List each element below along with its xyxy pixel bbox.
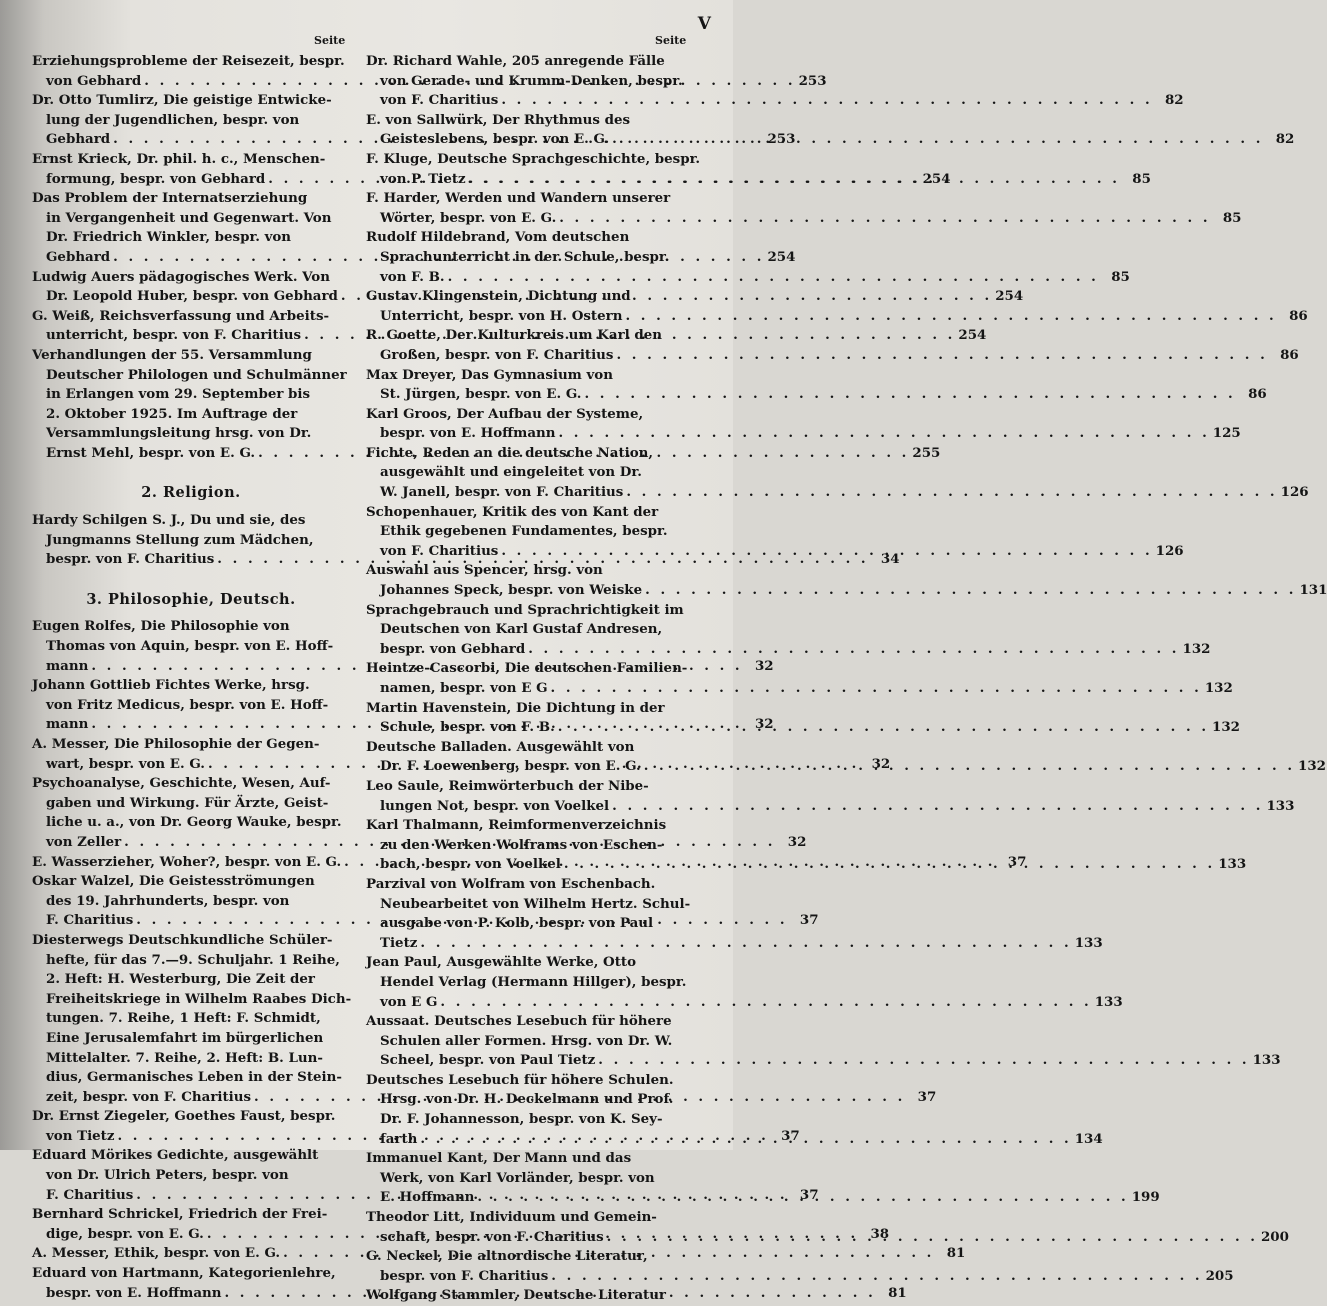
entry-line: E. Hoffmann xyxy=(380,1189,475,1206)
entry-line: formung, bespr. von Gebhard xyxy=(46,170,266,187)
entry-line: Gebhard xyxy=(46,248,111,265)
entry-line: Wolfgang Stammler, Deutsche Literatur xyxy=(366,1287,666,1304)
entry-line: Martin Havenstein, Die Dichtung in der xyxy=(366,699,665,716)
entry-line: E. von Sallwürk, Der Rhythmus des xyxy=(366,111,631,128)
entry-line: Dr. Otto Tumlirz, Die geistige Entwicke- xyxy=(32,92,332,109)
entry-line: Mittelalter. 7. Reihe, 2. Heft: B. Lun- xyxy=(46,1049,323,1066)
entry-line: Max Dreyer, Das Gymnasium von xyxy=(366,366,613,383)
entry-line: Dr. Friedrich Winkler, bespr. von xyxy=(46,229,292,246)
dot-leader xyxy=(474,1188,1131,1208)
entry-line: Rudolf Hildebrand, Vom deutschen xyxy=(366,229,630,246)
entry-line: von E G xyxy=(380,993,438,1010)
entry-line: ausgewählt und eingeleitet von Dr. xyxy=(380,464,642,481)
entry-page-number: 254 xyxy=(995,288,1024,305)
entry-line: Ludwig Auers pädagogisches Werk. Von xyxy=(32,268,330,285)
entry-last-line xyxy=(366,1051,1281,1071)
entry-line: gaben und Wirkung. Für Ärzte, Geist- xyxy=(46,794,329,811)
entry-last-line xyxy=(366,640,1211,660)
entry-line: Werk, von Karl Vorländer, bespr. von xyxy=(380,1169,655,1186)
entry-line: Hrsg. von Dr. H. Deckelmann und Prof. xyxy=(380,1091,674,1108)
entry-line: Oskar Walzel, Die Geistesströmungen xyxy=(32,873,315,890)
dot-leader xyxy=(525,640,1182,660)
entry-page-number: 86 xyxy=(1280,346,1299,363)
entry-line: Deutschen von Karl Gustaf Andresen, xyxy=(380,621,663,638)
entry-line: Ernst Mehl, bespr. von E. G. xyxy=(46,444,256,461)
index-entry xyxy=(366,1012,1281,1071)
entry-line: dige, bespr. von E. G. xyxy=(46,1225,204,1242)
entry-line: bespr. von F. Charitius xyxy=(46,551,215,568)
dot-leader xyxy=(417,934,1074,954)
entry-line: Thomas von Aquin, bespr. von E. Hoff- xyxy=(46,638,334,655)
dot-leader xyxy=(555,424,1212,444)
entry-page-number: 37 xyxy=(917,1088,937,1105)
entry-last-line xyxy=(366,757,1326,777)
entry-page-number: 132 xyxy=(1204,680,1233,696)
entry-last-line xyxy=(366,346,1299,366)
entry-page-number: 38 xyxy=(870,1225,890,1242)
entry-page-number: 199 xyxy=(1131,1189,1160,1206)
entry-line: Scheel, bespr. von Paul Tietz xyxy=(380,1052,596,1069)
entry-page-number: 37 xyxy=(1007,853,1027,870)
entry-page-number: 133 xyxy=(1074,934,1103,951)
entry-page-number: 85 xyxy=(1111,268,1130,285)
entry-last-line xyxy=(366,268,1130,288)
dot-leader xyxy=(623,483,1280,503)
entry-line: liche u. a., von Dr. Georg Wauke, bespr. xyxy=(46,814,342,831)
entry-page-number: 133 xyxy=(1266,797,1295,814)
entry-line: Schopenhauer, Kritik des von Kant der xyxy=(366,503,659,520)
entry-line: Eduard Mörikes Gedichte, ausgewählt xyxy=(32,1147,319,1164)
entry-line: Sprachunterricht in der Schule, bespr. xyxy=(380,248,670,265)
entry-line: bespr. von E. Hoffmann xyxy=(380,425,556,442)
entry-page-number: 253 xyxy=(798,72,827,89)
entry-line: von F. Charitius xyxy=(380,92,499,109)
entry-line: Ethik gegebenen Fundamentes, bespr. xyxy=(380,523,668,540)
entry-page-number: 133 xyxy=(1252,1052,1281,1069)
page-number: V xyxy=(697,14,711,34)
entry-line: zeit, bespr. von F. Charitius xyxy=(46,1088,252,1105)
entry-line: Schule, bespr. von F. B. xyxy=(380,719,555,736)
index-entry xyxy=(366,777,1295,816)
entry-line: Deutsches Lesebuch für höhere Schulen. xyxy=(366,1071,674,1088)
entry-line: von Gebhard xyxy=(46,72,142,89)
index-entry xyxy=(366,659,1233,698)
dot-leader xyxy=(609,797,1266,817)
entry-line: Theodor Litt, Individuum und Gemein- xyxy=(366,1209,657,1226)
entry-page-number: 85 xyxy=(1222,209,1242,226)
entry-line: F. Kluge, Deutsche Sprachgeschichte, bespr. xyxy=(366,150,701,167)
entry-line: Das Problem der Internatserziehung xyxy=(32,190,308,207)
entry-line: schaft, bespr. von F. Charitius xyxy=(380,1228,604,1245)
dot-leader xyxy=(556,209,1213,229)
dot-leader xyxy=(498,542,1155,562)
entry-line: Heintze-Cascorbi, Die deutschen Familien- xyxy=(366,660,688,677)
entry-last-line xyxy=(32,550,900,570)
entry-page-number: 82 xyxy=(1164,92,1184,109)
entry-line: Deutsche Balladen. Ausgewählt von xyxy=(366,738,635,755)
entry-line: Aussaat. Deutsches Lesebuch für höhere xyxy=(366,1013,672,1030)
entry-page-number: 200 xyxy=(1260,1228,1289,1245)
index-entry xyxy=(366,1286,686,1306)
entry-line: Immanuel Kant, Der Mann und das xyxy=(366,1150,632,1167)
dot-leader xyxy=(445,268,1102,288)
dot-leader xyxy=(498,91,1155,111)
entry-page-number: 32 xyxy=(754,657,774,674)
entry-line: Gustav Klingenstein, Dichtung und xyxy=(366,288,631,305)
dot-leader xyxy=(613,346,1270,366)
entry-line: Johann Gottlieb Fichtes Werke, hrsg. xyxy=(32,677,310,694)
entry-page-number: 125 xyxy=(1212,425,1241,442)
entry-line: Eduard von Hartmann, Kategorienlehre, xyxy=(32,1265,336,1282)
entry-page-number: 82 xyxy=(1275,131,1295,148)
entry-line: lung der Jugendlichen, bespr. von xyxy=(46,111,300,128)
entry-last-line xyxy=(366,934,1103,954)
entry-last-line xyxy=(366,307,1308,327)
entry-last-line xyxy=(366,718,1240,738)
entry-line: mann xyxy=(46,657,89,674)
entry-line: G. Weiß, Reichsverfassung und Arbeits- xyxy=(32,307,330,324)
entry-line: Psychoanalyse, Geschichte, Wesen, Auf- xyxy=(32,775,331,792)
entry-last-line xyxy=(366,1267,1234,1287)
entry-page-number: 37 xyxy=(799,912,819,929)
dot-leader xyxy=(595,1051,1252,1071)
entry-line: St. Jürgen, bespr. von E. G. xyxy=(380,386,582,403)
entry-line: Wörter, bespr. von E. G. xyxy=(380,209,557,226)
entry-page-number: 133 xyxy=(1094,993,1123,1010)
entry-line: Jean Paul, Ausgewählte Werke, Otto xyxy=(366,954,637,971)
index-entry xyxy=(366,189,1242,228)
entry-line: Großen, bespr. von F. Charitius xyxy=(380,346,614,363)
entry-page-number: 32 xyxy=(754,716,774,733)
entry-line: Versammlungsleitung hrsg. von Dr. xyxy=(46,425,312,442)
entry-line: hefte, für das 7.—9. Schuljahr. 1 Reihe, xyxy=(46,951,340,968)
dot-leader xyxy=(604,1228,1261,1248)
entry-line: Gebhard xyxy=(46,131,111,148)
entry-line: wart, bespr. von E. G. xyxy=(46,755,205,772)
entry-page-number: 131 xyxy=(1299,582,1327,599)
entry-line: Parzival von Wolfram von Eschenbach. xyxy=(366,875,656,892)
dot-leader xyxy=(548,679,1205,699)
entry-page-number: 32 xyxy=(787,833,807,850)
entry-line: des 19. Jahrhunderts, bespr. von xyxy=(46,892,290,909)
entry-line: dius, Germanisches Leben in der Stein- xyxy=(46,1069,342,1086)
entry-line: Dr. Richard Wahle, 205 anregende Fälle xyxy=(366,53,665,69)
entry-line: R. Goette, Der Kulturkreis um Karl den xyxy=(366,327,662,344)
entry-line: namen, bespr. von E G xyxy=(380,680,548,696)
dot-leader xyxy=(581,385,1238,405)
index-entry xyxy=(366,561,1327,600)
dot-leader xyxy=(641,757,1298,777)
entry-line: Fichte, Reden an die deutsche Nation, xyxy=(366,444,654,461)
entry-line: Auswahl aus Spencer, hrsg. von xyxy=(366,562,603,579)
entry-line: bach, bespr. von Voelkel xyxy=(380,856,561,873)
entry-line: von Dr. Ulrich Peters, bespr. von xyxy=(46,1167,289,1184)
entry-page-number: 34 xyxy=(880,551,900,568)
entry-line: Hardy Schilgen S. J., Du und sie, des xyxy=(32,512,306,529)
entry-line: Dr. Leopold Huber, bespr. von Gebhard xyxy=(46,288,338,305)
section-heading-religion: 2. Religion. xyxy=(141,484,241,502)
dot-leader xyxy=(609,130,1266,150)
entry-line: von Fritz Medicus, bespr. von E. Hoff- xyxy=(46,696,329,713)
left-column-header: Seite xyxy=(314,34,346,47)
right-column-header: Seite xyxy=(655,34,687,47)
entry-page-number: 134 xyxy=(1074,1130,1103,1147)
index-entry xyxy=(366,405,1241,444)
entry-line: mann xyxy=(46,716,89,733)
dot-leader xyxy=(555,718,1212,738)
entry-line: Jungmanns Stellung zum Mädchen, xyxy=(46,531,314,548)
entry-line: von Tietz xyxy=(46,1127,115,1144)
entry-line: W. Janell, bespr. von F. Charitius xyxy=(380,484,624,501)
index-entry xyxy=(366,699,1240,738)
entry-page-number: 205 xyxy=(1205,1267,1234,1284)
entry-page-number: 85 xyxy=(1132,170,1151,187)
entry-line: von P. Tietz xyxy=(380,170,466,187)
entry-line: Schulen aller Formen. Hrsg. von Dr. W. xyxy=(380,1032,673,1049)
entry-line: Ernst Krieck, Dr. phil. h. c., Menschen- xyxy=(32,150,326,167)
entry-line: Dr. F. Loewenberg, bespr. von E. G. xyxy=(380,758,641,775)
entry-line: in Erlangen vom 29. September bis xyxy=(46,386,311,403)
entry-line: von Gerade- und Krumm-Denken, bespr. xyxy=(380,72,683,89)
entry-last-line xyxy=(366,424,1241,444)
entry-line: 2. Heft: H. Westerburg, Die Zeit der xyxy=(46,971,315,988)
entry-last-line xyxy=(366,679,1233,699)
entry-last-line xyxy=(366,91,1184,111)
dot-leader xyxy=(561,855,1218,875)
entry-line: von Zeller xyxy=(46,833,122,850)
entry-last-line xyxy=(366,581,1327,601)
dot-leader xyxy=(437,993,1094,1013)
entry-page-number: 255 xyxy=(912,444,941,461)
entry-line: lungen Not, bespr. von Voelkel xyxy=(380,797,610,814)
index-entry xyxy=(366,953,1123,1012)
entry-line: Karl Thalmann, Reimformenverzeichnis xyxy=(366,817,667,834)
entry-line: E. Wasserzieher, Woher?, bespr. von E. G. xyxy=(32,853,342,870)
entry-line: F. Charitius xyxy=(46,1186,134,1203)
entry-line: bespr. von F. Charitius xyxy=(380,1267,549,1284)
entry-page-number: 86 xyxy=(1248,386,1267,403)
entry-page-number: 254 xyxy=(767,248,796,265)
entry-page-number: 253 xyxy=(767,131,796,148)
entry-line: Hendel Verlag (Hermann Hillger), bespr. xyxy=(380,973,687,990)
entry-page-number: 254 xyxy=(958,327,987,344)
entry-line: G. Neckel, Die altnordische Literatur, xyxy=(366,1248,648,1265)
entry-page-number: 132 xyxy=(1212,719,1240,736)
entry-line: bespr. von Gebhard xyxy=(380,640,526,657)
entry-line: Johannes Speck, bespr. von Weiske xyxy=(380,582,643,599)
entry-line: bespr. von E. Hoffmann xyxy=(46,1284,222,1301)
entry-page-number: 32 xyxy=(871,755,891,772)
entry-line: von F. Charitius xyxy=(380,542,499,559)
entry-page-number: 126 xyxy=(1280,484,1309,501)
entry-line: Eugen Rolfes, Die Philosophie von xyxy=(32,618,290,635)
entry-line: unterricht, bespr. von F. Charitius xyxy=(46,327,302,344)
dot-leader xyxy=(466,170,1123,190)
entry-line: A. Messer, Die Philosophie der Gegen- xyxy=(32,736,320,752)
entry-page-number: 254 xyxy=(922,170,951,187)
entry-line: tungen. 7. Reihe, 1 Heft: F. Schmidt, xyxy=(46,1010,321,1027)
entry-line: F. Harder, Werden und Wandern unserer xyxy=(366,190,671,207)
entry-last-line xyxy=(366,209,1242,229)
entry-page-number: 37 xyxy=(799,1186,819,1203)
entry-page-number: 132 xyxy=(1182,640,1211,657)
entry-line: von F. B. xyxy=(380,268,445,285)
entry-page-number: 86 xyxy=(1289,307,1308,324)
entry-last-line xyxy=(366,385,1267,405)
index-entry xyxy=(366,601,1211,660)
entry-line: Unterricht, bespr. von H. Ostern xyxy=(380,307,623,324)
entry-last-line xyxy=(366,993,1123,1013)
index-entry xyxy=(366,366,1267,405)
entry-line: Karl Groos, Der Aufbau der Systeme, xyxy=(366,405,644,422)
entry-last-line xyxy=(366,797,1295,817)
entry-line: Leo Saule, Reimwörterbuch der Nibe- xyxy=(366,777,649,794)
entry-last-line xyxy=(366,1286,686,1306)
entry-line: in Vergangenheit und Gegenwart. Von xyxy=(46,209,332,226)
entry-line: F. Charitius xyxy=(46,912,134,929)
index-entry xyxy=(366,738,1326,777)
entry-line: Verhandlungen der 55. Versammlung xyxy=(32,346,312,363)
entry-line: Geisteslebens, bespr. von E. G. xyxy=(380,131,610,148)
entry-line: farth xyxy=(380,1130,418,1147)
entry-line: A. Messer, Ethik, bespr. von E. G. xyxy=(32,1245,281,1262)
entry-line: 2. Oktober 1925. Im Auftrage der xyxy=(46,405,298,422)
entry-line: Dr. Ernst Ziegeler, Goethes Faust, bespr. xyxy=(32,1108,336,1125)
entry-line: Neubearbeitet von Wilhelm Hertz. Schul- xyxy=(380,895,691,912)
entry-page-number: 132 xyxy=(1298,758,1326,775)
dot-leader xyxy=(417,1130,1074,1150)
dot-leader xyxy=(622,307,1279,327)
entry-page-number: 81 xyxy=(888,1284,907,1301)
entry-page-number: 37 xyxy=(781,1127,800,1144)
dot-leader xyxy=(642,581,1299,601)
entry-line: Diesterwegs Deutschkundliche Schüler- xyxy=(32,931,333,948)
entry-line: Deutscher Philologen und Schulmänner xyxy=(46,366,347,383)
entry-line: Freiheitskriege in Wilhelm Raabes Dich- xyxy=(46,990,352,1007)
entry-page-number: 126 xyxy=(1155,542,1184,559)
entry-last-line xyxy=(366,483,1309,503)
entry-line: Sprachgebrauch und Sprachrichtigkeit im xyxy=(366,601,684,618)
dot-leader xyxy=(548,1267,1205,1287)
entry-line: ausgabe von P. Kolb, bespr. von Paul xyxy=(380,915,654,932)
section-heading-philosophy: 3. Philosophie, Deutsch. xyxy=(86,590,296,608)
entry-line: Tietz xyxy=(380,934,418,951)
entry-line: zu den Werken Wolframs von Eschen- xyxy=(380,836,663,853)
entry-line: Dr. F. Johannesson, bespr. von K. Sey- xyxy=(380,1111,663,1128)
entry-line: Erziehungsprobleme der Reisezeit, bespr. xyxy=(32,53,345,69)
entry-line: Bernhard Schrickel, Friedrich der Frei- xyxy=(32,1206,328,1223)
entry-page-number: 81 xyxy=(946,1245,966,1262)
entry-line: Eine Jerusalemfahrt im bürgerlichen xyxy=(46,1029,324,1046)
entry-page-number: 133 xyxy=(1218,856,1247,873)
